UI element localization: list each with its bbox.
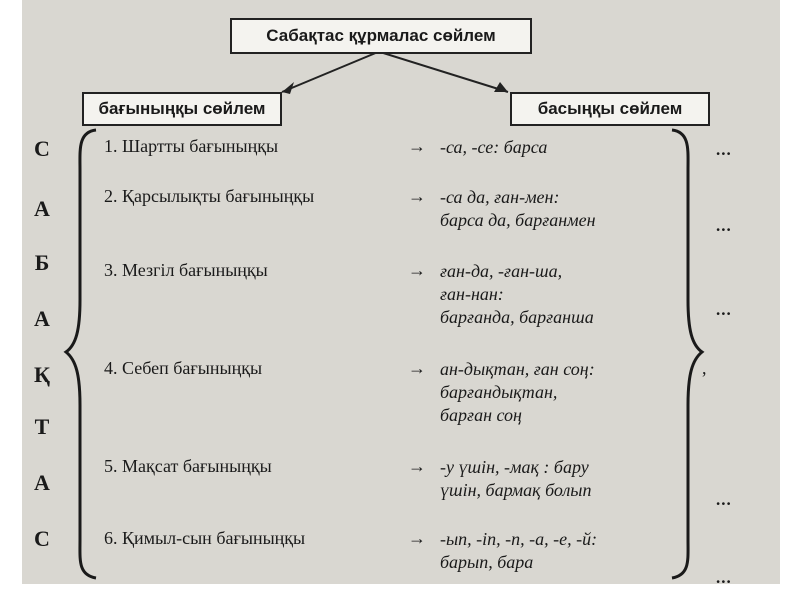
side-letter: С xyxy=(34,136,50,161)
clause-type-name: 1. Шартты бағыныңқы xyxy=(104,136,279,156)
main-clause-box xyxy=(510,92,710,126)
subordinate-clause-label: бағыныңқы сөйлем xyxy=(98,99,266,118)
arrow-icon: → xyxy=(408,186,426,206)
clause-suffixes xyxy=(440,456,592,502)
main-clause-label: басыңқы сөйлем xyxy=(537,99,683,118)
arrow-icon: → xyxy=(408,456,426,476)
left-brace xyxy=(66,130,96,578)
suffix-line: барса да, барғанмен xyxy=(440,210,596,230)
clause-type-name: 3. Мезгіл бағыныңқы xyxy=(104,260,268,280)
ellipsis: ... xyxy=(716,490,732,509)
ellipsis: ... xyxy=(716,568,732,587)
diagram-title: Сабақтас құрмалас сөйлем xyxy=(266,26,496,45)
suffix-line: -у үшін, -мақ : бару xyxy=(440,457,589,477)
suffix-line: барғанда, барғанша xyxy=(440,307,594,327)
suffix-line: үшін, бармақ болып xyxy=(440,480,592,500)
arrow-line-right xyxy=(380,52,508,92)
comma-mark: , xyxy=(702,358,707,378)
suffix-line: -са да, ған-мен: xyxy=(440,187,560,207)
suffix-line: -ып, -іп, -п, -а, -е, -й: xyxy=(440,529,598,549)
side-letter: А xyxy=(34,470,50,495)
subordinate-clause-box xyxy=(82,92,282,126)
ellipsis: ... xyxy=(716,140,732,159)
side-letter: Т xyxy=(34,414,50,439)
suffix-line: барғандықтан, xyxy=(440,382,558,402)
clause-suffixes xyxy=(440,358,595,427)
clause-suffixes xyxy=(440,528,597,574)
arrow-line-left xyxy=(282,52,378,92)
ellipsis: ... xyxy=(716,216,732,235)
arrow-icon: → xyxy=(408,260,426,280)
clause-suffixes xyxy=(440,136,547,159)
suffix-line: ған-нан: xyxy=(440,284,504,304)
clause-type-name: 5. Мақсат бағыныңқы xyxy=(104,456,272,476)
ellipsis: ... xyxy=(716,300,732,319)
title-box xyxy=(230,18,532,54)
right-brace xyxy=(672,130,702,578)
side-letter: А xyxy=(34,306,50,331)
suffix-line: -са, -се: барса xyxy=(440,137,548,157)
arrow-icon: → xyxy=(408,136,426,156)
suffix-line: барған соң xyxy=(440,405,522,425)
suffix-line: ан-дықтан, ған соң: xyxy=(440,359,595,379)
clause-suffixes xyxy=(440,186,596,232)
arrow-icon: → xyxy=(408,358,426,378)
side-letter: Б xyxy=(34,250,50,275)
clause-suffixes xyxy=(440,260,594,329)
side-letter: Қ xyxy=(34,362,50,387)
clause-type-name: 2. Қарсылықты бағыныңқы xyxy=(104,186,315,206)
suffix-line: ған-да, -ған-ша, xyxy=(440,261,563,281)
suffix-line: барып, бара xyxy=(440,552,534,572)
arrow-head-right xyxy=(494,82,508,92)
arrow-icon: → xyxy=(408,528,426,548)
side-letter: А xyxy=(34,196,50,221)
side-letter: С xyxy=(34,526,50,551)
clause-type-name: 4. Себеп бағыныңқы xyxy=(104,358,263,378)
clause-type-name: 6. Қимыл-сын бағыныңқы xyxy=(104,528,306,548)
